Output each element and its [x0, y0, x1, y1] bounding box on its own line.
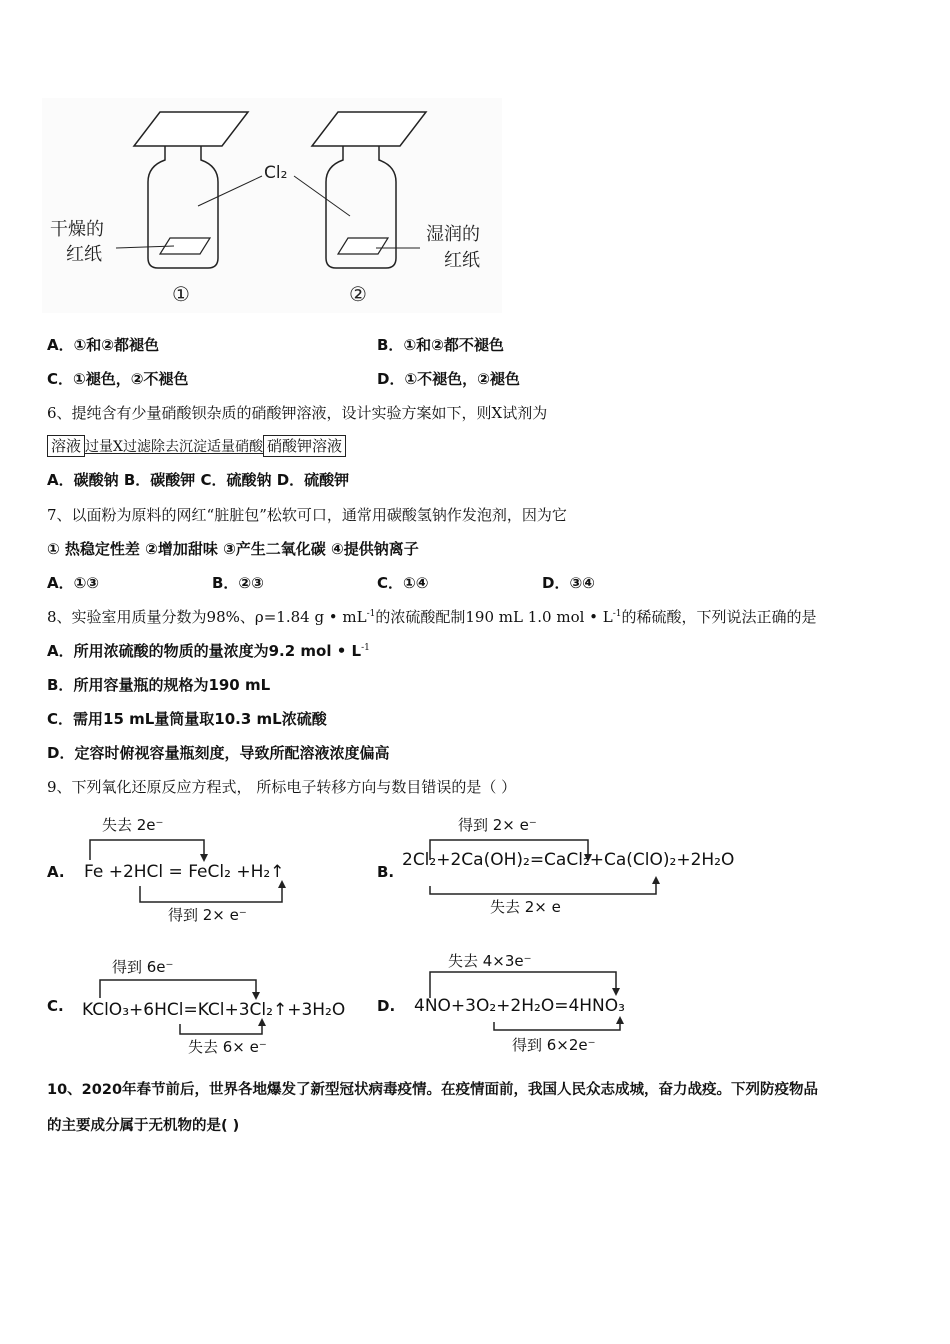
q9-equation-d — [412, 944, 712, 1064]
dry-paper-label-1: 干燥的 — [50, 219, 104, 240]
q7-items: ① 热稳定性差 ②增加甜味 ③产生二氧化碳 ④提供钠离子 — [47, 540, 419, 558]
flow-end-box: 硝酸钾溶液 — [263, 435, 346, 457]
q8-option-a[interactable] — [47, 641, 370, 661]
flow-step-3: 除去沉淀 — [150, 438, 207, 455]
q5-option-c[interactable] — [47, 369, 188, 389]
q9-equation-a — [82, 810, 342, 930]
q8-stem-part-b: 的浓硫酸配制190 mL 1.0 mol • L — [375, 608, 613, 626]
q9-option-d-label[interactable]: D. — [377, 997, 396, 1015]
wet-paper-label-1: 湿润的 — [426, 224, 480, 245]
q8-stem-part-a: 8、实验室用质量分数为98%、ρ=1.84 g • mL — [47, 608, 367, 626]
q7-option-d[interactable]: D．③④ — [542, 574, 595, 592]
q8-stem — [47, 607, 817, 627]
q9-b-bottom-annotation: 失去 2× e — [490, 898, 561, 916]
q9-option-b-label[interactable]: B. — [377, 863, 395, 881]
q8-option-a-sup: -1 — [361, 643, 370, 653]
q9-d-equation-text: 4NO+3O₂+2H₂O=4HNO₃ — [414, 996, 625, 1016]
q5-option-a-text: ①和②都褪色 — [73, 336, 160, 354]
q7-option-c[interactable]: C．①④ — [377, 574, 429, 592]
q9-c-top-annotation: 得到 6e⁻ — [112, 958, 174, 976]
q8-stem-sup-2: -1 — [612, 609, 622, 619]
q9-c-equation-text: KClO₃+6HCl=KCl+3Cl₂↑+3H₂O — [82, 1000, 346, 1020]
flow-arrow-4 — [207, 439, 263, 454]
flow-step-2: 过滤 — [122, 438, 151, 455]
q7-stem: 7、以面粉为原料的网红“脏脏包”松软可口，通常用碳酸氢钠作发泡剂，因为它 — [47, 506, 567, 524]
q8-option-b-label: B． — [47, 676, 74, 694]
cl2-label: Cl₂ — [264, 163, 288, 183]
flow-arrow-1 — [85, 439, 123, 454]
q8-option-c-text: 需用15 mL量筒量取10.3 mL浓硫酸 — [73, 710, 327, 728]
flow-arrow-3 — [151, 439, 207, 454]
q9-d-top-annotation: 失去 4×3e⁻ — [448, 952, 532, 970]
q5-option-d[interactable] — [377, 369, 520, 389]
bottle1-number: ① — [172, 282, 190, 306]
q8-option-c[interactable] — [47, 709, 327, 729]
flow-step-1: 过量X — [85, 438, 123, 455]
bottle2-number: ② — [349, 282, 367, 306]
q7-option-a[interactable]: A．①③ — [47, 574, 100, 592]
q8-option-a-label: A． — [47, 642, 74, 660]
q8-stem-part-c: 的稀硫酸，下列说法正确的是 — [621, 608, 817, 626]
q6-options[interactable]: A．碳酸钠 B．碳酸钾 C．硫酸钠 D．硫酸钾 — [47, 471, 350, 489]
q10-stem-line2: 的主要成分属于无机物的是( ) — [47, 1118, 240, 1134]
q9-stem: 9、下列氧化还原反应方程式， 所标电子转移方向与数目错误的是（ ） — [47, 778, 517, 796]
q9-equation-c — [80, 950, 380, 1065]
q8-stem-sup-1: -1 — [366, 609, 376, 619]
chlorine-bottles-figure — [42, 98, 502, 313]
q5-option-b-text: ①和②都不褪色 — [403, 336, 504, 354]
q9-c-bottom-annotation: 失去 6× e⁻ — [188, 1038, 267, 1056]
q5-option-d-text: ①不褪色，②褪色 — [404, 370, 520, 388]
q9-b-top-annotation: 得到 2× e⁻ — [458, 816, 537, 834]
dry-paper-label-2: 红纸 — [66, 244, 102, 265]
q5-option-c-text: ①褪色，②不褪色 — [73, 370, 189, 388]
q9-d-bottom-annotation: 得到 6×2e⁻ — [512, 1036, 596, 1054]
q5-option-b-label: B． — [377, 336, 404, 354]
q8-option-b-text: 所用容量瓶的规格为190 mL — [73, 676, 271, 694]
q5-option-c-label: C． — [47, 370, 74, 388]
q5-option-a[interactable] — [47, 335, 159, 355]
q8-option-d-label: D． — [47, 744, 75, 762]
q6-stem: 6、提纯含有少量硝酸钡杂质的硝酸钾溶液，设计实验方案如下，则X试剂为 — [47, 404, 548, 422]
q9-b-equation-text: 2Cl₂+2Ca(OH)₂=CaCl₂+Ca(ClO)₂+2H₂O — [402, 850, 735, 870]
q5-option-d-label: D． — [377, 370, 405, 388]
flow-step-4: 适量硝酸 — [206, 438, 263, 455]
q5-option-b[interactable] — [377, 335, 504, 355]
q7-option-b[interactable]: B．②③ — [212, 574, 264, 592]
q8-option-b[interactable] — [47, 675, 270, 695]
q9-a-top-annotation: 失去 2e⁻ — [102, 816, 164, 834]
q9-b-arrows — [402, 810, 782, 930]
q8-option-d-text: 定容时俯视容量瓶刻度，导致所配溶液浓度偏高 — [74, 744, 390, 762]
q5-option-a-label: A． — [47, 336, 74, 354]
q8-option-c-label: C． — [47, 710, 74, 728]
q9-equation-b — [402, 810, 782, 930]
q9-a-bottom-annotation: 得到 2× e⁻ — [168, 906, 247, 924]
q9-a-equation-text: Fe +2HCl = FeCl₂ +H₂↑ — [84, 862, 285, 882]
flow-start-box: 溶液 — [47, 435, 85, 457]
q8-option-a-text: 所用浓硫酸的物质的量浓度为9.2 mol • L — [73, 642, 362, 660]
q9-option-a-label[interactable]: A. — [47, 863, 65, 881]
q10-stem-line1: 10、2020年春节前后，世界各地爆发了新型冠状病毒疫情。在疫情面前，我国人民众志成城，奋力战疫。下列防疫物品 — [47, 1082, 819, 1098]
wet-paper-label-2: 红纸 — [444, 250, 480, 271]
flow-arrow-2 — [123, 439, 151, 454]
q8-option-d[interactable] — [47, 743, 389, 763]
q9-option-c-label[interactable]: C. — [47, 997, 64, 1015]
q6-flow-diagram — [47, 434, 346, 458]
